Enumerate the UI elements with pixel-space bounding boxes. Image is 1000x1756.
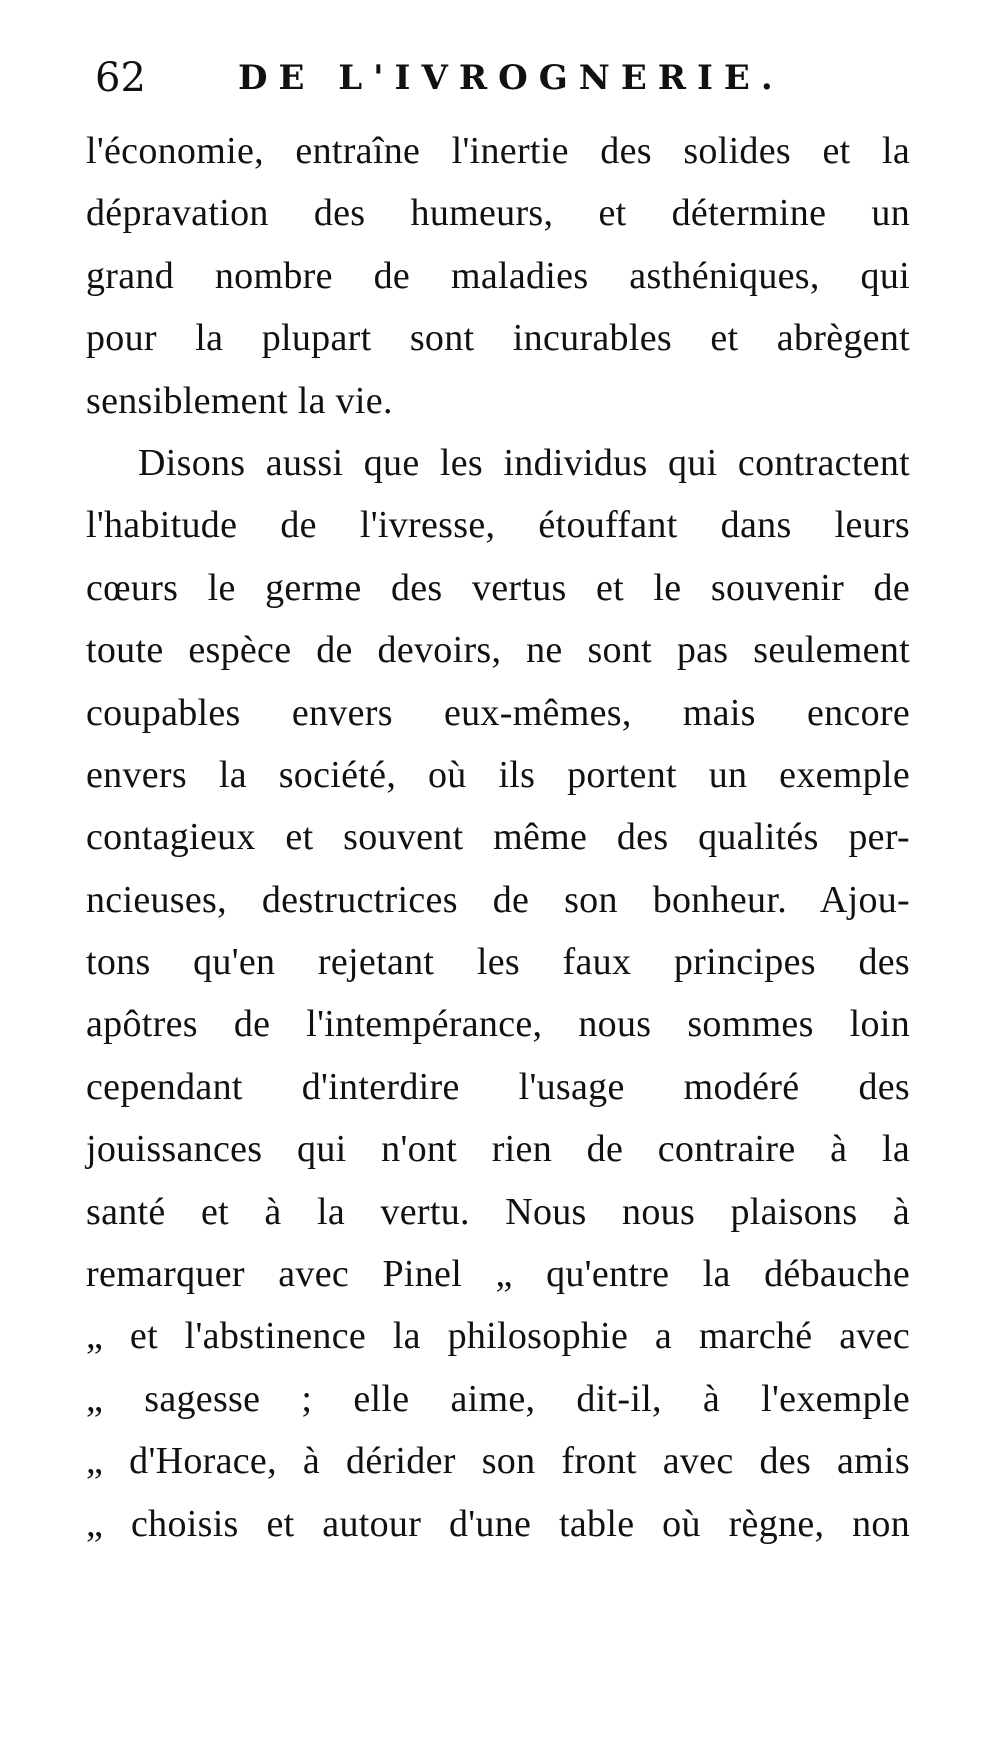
text-line: apôtres de l'intempérance, nous sommes loin [86,1003,910,1046]
body-text [86,120,910,1555]
text-line: jouissances qui n'ont rien de contraire à la [86,1128,910,1171]
text-line: envers la société, où ils portent un exemple [86,753,910,796]
text-line: dépravation des humeurs, et détermine un [86,192,910,235]
text-line: remarquer avec Pinel „ qu'entre la débauche [86,1253,910,1296]
text-line: pour la plupart sont incurables et abrègent [86,317,910,360]
text-line: coupables envers eux-mêmes, mais encore [86,691,910,734]
quoted-text-line: „ et l'abstinence la philosophie a marché avec [86,1315,910,1358]
text-line: cœurs le germe des vertus et le souvenir de [86,566,910,609]
paragraph-2 [86,432,910,1555]
quoted-text-line: „ sagesse ; elle aime, dit-il, à l'exemple [86,1377,910,1420]
text-line: toute espèce de devoirs, ne sont pas seulement [86,629,910,672]
quoted-text-line: „ choisis et autour d'une table où règne, non [86,1502,910,1545]
paragraph-1 [86,120,910,432]
text-line: sensiblement la vie. [86,379,393,422]
text-line: grand nombre de maladies asthéniques, qui [86,254,910,297]
quoted-text-line: „ d'Horace, à dérider son front avec des amis [86,1440,910,1483]
text-line: santé et à la vertu. Nous nous plaisons à [86,1190,910,1233]
text-line: cependant d'interdire l'usage modéré des [86,1065,910,1108]
page-number: 62 [95,55,146,101]
running-title: DE L'IVROGNERIE. [238,58,784,98]
running-head [95,48,855,108]
text-line: Disons aussi que les individus qui contractent [138,441,910,484]
text-line: l'habitude de l'ivresse, étouffant dans leurs [86,504,910,547]
text-line: l'économie, entraîne l'inertie des solides et la [86,130,910,172]
text-line: tons qu'en rejetant les faux principes des [86,941,910,984]
text-line: ncieuses, destructrices de son bonheur. Ajou- [86,878,910,921]
text-line: contagieux et souvent même des qualités per- [86,816,910,859]
